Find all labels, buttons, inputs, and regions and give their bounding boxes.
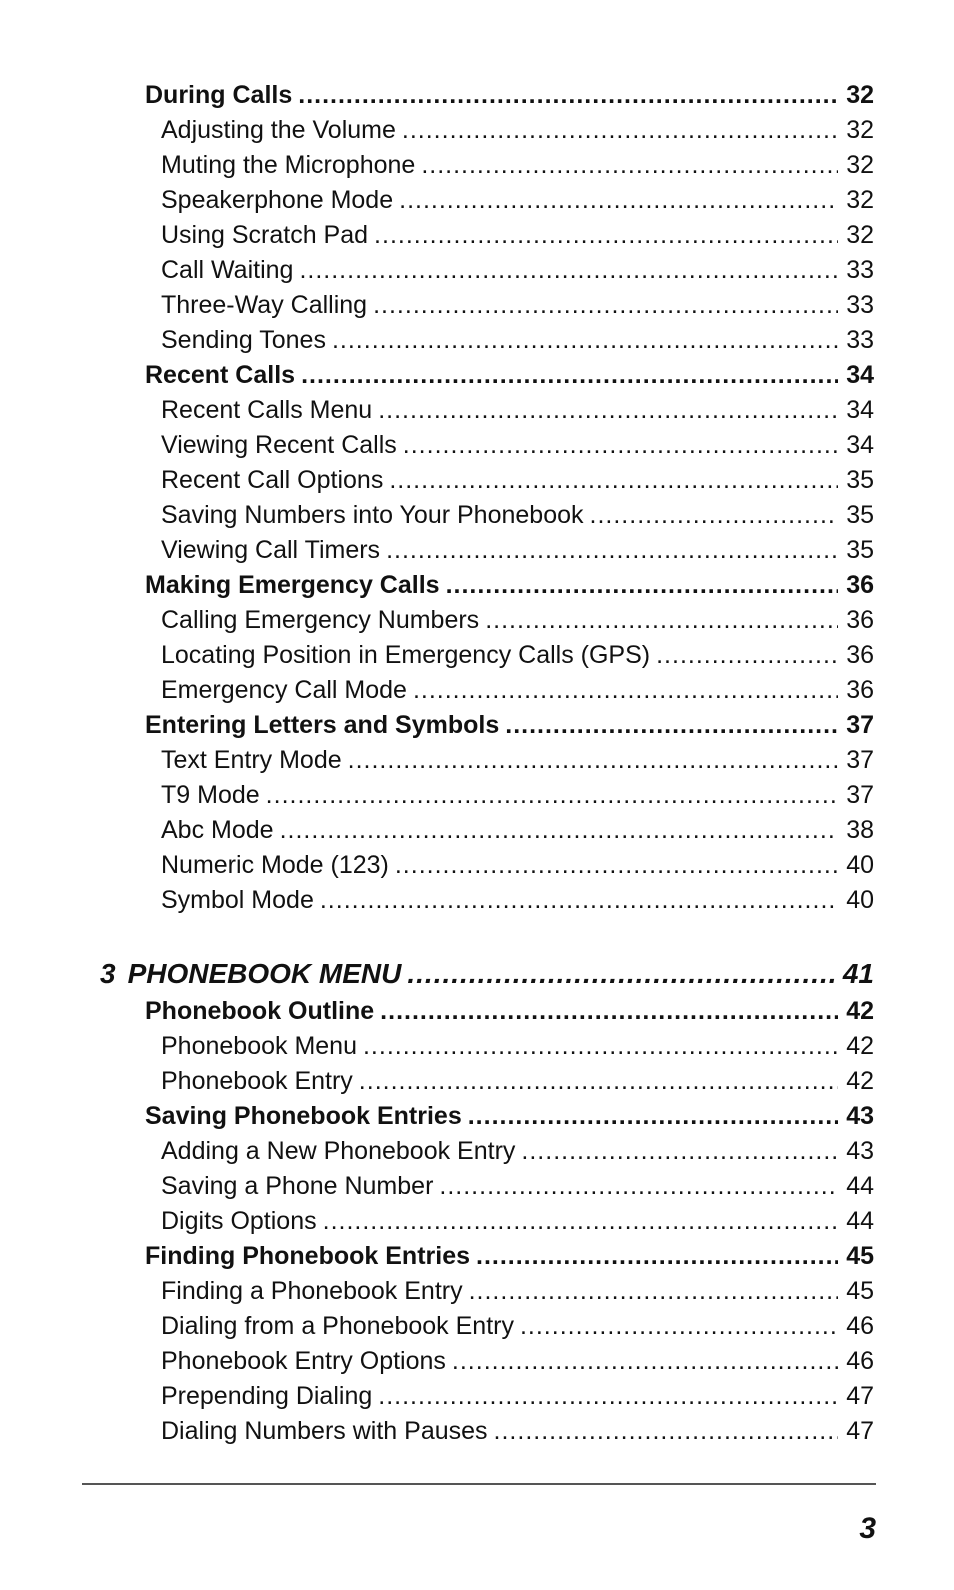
dot-leader [403,428,838,463]
entry-page-number: 47 [846,1417,874,1445]
toc-section-group-2 [0,994,954,1449]
dot-leader [373,288,838,323]
dot-leader [363,1029,838,1064]
entry-title: Symbol Mode [161,886,314,914]
entry-title: Digits Options [161,1207,317,1235]
toc-subsection-entry[interactable] [161,638,874,673]
toc-subsection-entry[interactable] [161,848,874,883]
dot-leader [323,1204,839,1239]
toc-section-entry[interactable] [145,78,874,113]
dot-leader [399,183,838,218]
dot-leader [359,1064,838,1099]
entry-title: Speakerphone Mode [161,186,394,214]
toc-subsection-entry[interactable] [161,813,874,848]
chapter-title: PHONEBOOK MENU [127,958,402,989]
entry-page-number: 36 [846,641,874,669]
dot-leader [656,638,838,673]
entry-page-number: 42 [846,1067,874,1095]
dot-leader [395,848,838,883]
dot-leader [505,708,838,743]
dot-leader [439,1169,838,1204]
toc-section-entry[interactable] [145,994,874,1029]
dot-leader [413,673,838,708]
toc-section-entry[interactable] [145,1099,874,1134]
toc-subsection-entry[interactable] [161,288,874,323]
entry-page-number: 44 [846,1207,874,1235]
toc-subsection-entry[interactable] [161,778,874,813]
entry-page-number: 36 [846,676,874,704]
entry-page-number: 37 [846,746,874,774]
entry-page-number: 46 [846,1312,874,1340]
entry-page-number: 40 [846,886,874,914]
entry-page-number: 44 [846,1172,874,1200]
toc-subsection-entry[interactable] [161,533,874,568]
toc-section-group-1 [0,78,954,918]
dot-leader [521,1134,838,1169]
entry-page-number: 35 [846,466,874,494]
entry-title: Sending Tones [161,326,326,354]
entry-page-number: 33 [846,326,874,354]
toc-subsection-entry[interactable] [161,1379,874,1414]
dot-leader [520,1309,838,1344]
entry-page-number: 45 [846,1242,874,1270]
toc-subsection-entry[interactable] [161,1169,874,1204]
toc-section-entry[interactable] [145,708,874,743]
entry-title: Phonebook Entry [161,1067,353,1095]
dot-leader [348,743,839,778]
entry-page-number: 42 [846,997,874,1025]
entry-title: Saving Numbers into Your Phonebook [161,501,584,529]
toc-subsection-entry[interactable] [161,1344,874,1379]
entry-page-number: 36 [846,571,874,599]
toc-subsection-entry[interactable] [161,393,874,428]
entry-page-number: 35 [846,501,874,529]
dot-leader [407,954,834,994]
dot-leader [332,323,838,358]
dot-leader [468,1099,838,1134]
dot-leader [320,883,838,918]
dot-leader [298,78,838,113]
toc-subsection-entry[interactable] [161,1414,874,1449]
entry-title: Finding a Phonebook Entry [161,1277,463,1305]
entry-page-number: 34 [846,396,874,424]
dot-leader [301,358,838,393]
entry-page-number: 32 [846,186,874,214]
toc-section-entry[interactable] [145,568,874,603]
toc-subsection-entry[interactable] [161,113,874,148]
entry-page-number: 37 [846,711,874,739]
toc-subsection-entry[interactable] [161,148,874,183]
toc-chapter-heading[interactable] [100,954,874,994]
table-of-contents [0,78,954,1449]
toc-subsection-entry[interactable] [161,673,874,708]
dot-leader [476,1239,838,1274]
dot-leader [380,994,838,1029]
entry-title: Making Emergency Calls [145,571,440,599]
entry-title: Dialing from a Phonebook Entry [161,1312,514,1340]
entry-page-number: 32 [846,116,874,144]
dot-leader [378,1379,838,1414]
entry-title: Three-Way Calling [161,291,368,319]
entry-page-number: 36 [846,606,874,634]
toc-subsection-entry[interactable] [161,1204,874,1239]
toc-subsection-entry[interactable] [161,428,874,463]
entry-page-number: 42 [846,1032,874,1060]
entry-title: Phonebook Outline [145,997,375,1025]
entry-page-number: 47 [846,1382,874,1410]
entry-title: Viewing Recent Calls [161,431,397,459]
entry-page-number: 37 [846,781,874,809]
entry-title: During Calls [145,81,293,109]
dot-leader [389,463,838,498]
entry-title: Viewing Call Timers [161,536,381,564]
entry-title: Finding Phonebook Entries [145,1242,470,1270]
footer-divider [82,1483,876,1485]
toc-subsection-entry[interactable] [161,183,874,218]
entry-page-number: 34 [846,361,874,389]
entry-title: Emergency Call Mode [161,676,407,704]
dot-leader [421,148,838,183]
entry-page-number: 32 [846,221,874,249]
toc-section-entry[interactable] [145,1239,874,1274]
toc-subsection-entry[interactable] [161,883,874,918]
dot-leader [374,218,838,253]
entry-title: Phonebook Menu [161,1032,357,1060]
entry-title: Recent Calls [145,361,296,389]
entry-title: Muting the Microphone [161,151,416,179]
dot-leader [266,778,839,813]
entry-page-number: 43 [846,1137,874,1165]
entry-title: Recent Calls Menu [161,396,373,424]
chapter-number: 3 [100,958,116,989]
entry-page-number: 43 [846,1102,874,1130]
toc-subsection-entry[interactable] [161,1134,874,1169]
entry-page-number: 32 [846,151,874,179]
dot-leader [485,603,838,638]
entry-title: Dialing Numbers with Pauses [161,1417,488,1445]
toc-subsection-entry[interactable] [161,743,874,778]
toc-subsection-entry[interactable] [161,498,874,533]
entry-title: Adjusting the Volume [161,116,396,144]
toc-subsection-entry[interactable] [161,1064,874,1099]
toc-subsection-entry[interactable] [161,323,874,358]
chapter-page-number: 41 [842,958,874,989]
toc-subsection-entry[interactable] [161,1309,874,1344]
dot-leader [446,568,839,603]
entry-title: Text Entry Mode [161,746,342,774]
entry-title: Saving Phonebook Entries [145,1102,462,1130]
toc-subsection-entry[interactable] [161,463,874,498]
dot-leader [590,498,839,533]
entry-title: Calling Emergency Numbers [161,606,480,634]
entry-title: Numeric Mode (123) [161,851,389,879]
dot-leader [386,533,838,568]
dot-leader [280,813,839,848]
entry-page-number: 45 [846,1277,874,1305]
entry-title: Locating Position in Emergency Calls (GPS) [161,641,651,669]
entry-page-number: 46 [846,1347,874,1375]
page-number: 3 [859,1512,876,1545]
entry-page-number: 33 [846,291,874,319]
entry-title: Abc Mode [161,816,274,844]
dot-leader [402,113,838,148]
dot-leader [494,1414,839,1449]
entry-title: Using Scratch Pad [161,221,369,249]
entry-page-number: 35 [846,536,874,564]
entry-title: Saving a Phone Number [161,1172,434,1200]
dot-leader [469,1274,839,1309]
entry-page-number: 32 [846,81,874,109]
entry-title: Recent Call Options [161,466,384,494]
toc-subsection-entry[interactable] [161,253,874,288]
entry-title: Entering Letters and Symbols [145,711,500,739]
toc-subsection-entry[interactable] [161,1274,874,1309]
dot-leader [452,1344,838,1379]
toc-section-entry[interactable] [145,358,874,393]
entry-page-number: 33 [846,256,874,284]
entry-page-number: 38 [846,816,874,844]
toc-subsection-entry[interactable] [161,218,874,253]
toc-subsection-entry[interactable] [161,1029,874,1064]
dot-leader [378,393,838,428]
entry-page-number: 34 [846,431,874,459]
entry-title: Phonebook Entry Options [161,1347,446,1375]
dot-leader [299,253,838,288]
entry-title: T9 Mode [161,781,260,809]
entry-title: Call Waiting [161,256,294,284]
entry-page-number: 40 [846,851,874,879]
toc-subsection-entry[interactable] [161,603,874,638]
entry-title: Adding a New Phonebook Entry [161,1137,516,1165]
entry-title: Prepending Dialing [161,1382,373,1410]
